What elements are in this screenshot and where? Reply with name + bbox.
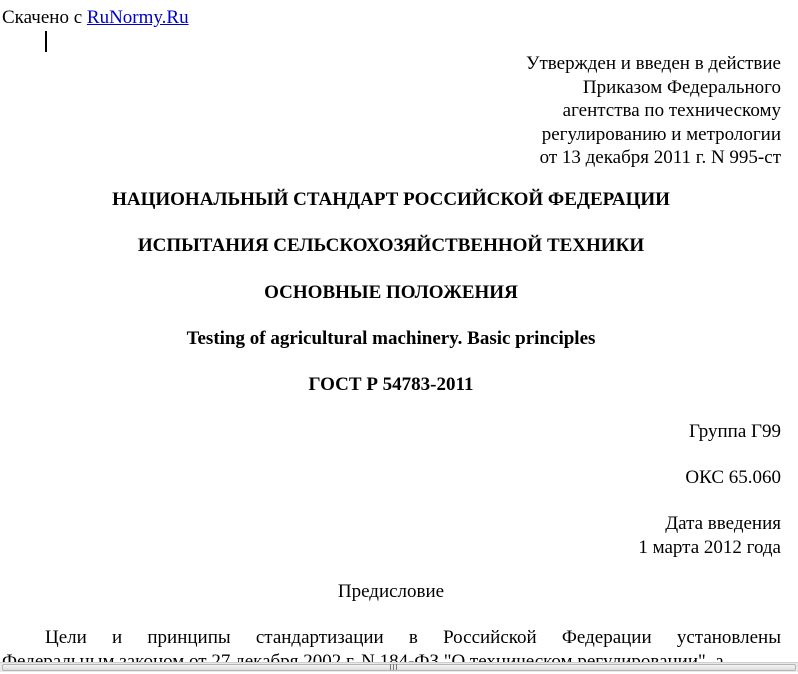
approval-line: регулированию и метрологии bbox=[541, 123, 781, 145]
approval-block bbox=[526, 52, 781, 170]
approval-line: от 13 декабря 2011 г. N 995-ст bbox=[539, 147, 781, 168]
foreword-paragraph-line-1: Цели и принципы стандартизации в Российской Федерации установлены bbox=[45, 627, 781, 648]
approval-line: агентства по техническому bbox=[562, 100, 781, 121]
introduction-date-label: Дата введения bbox=[665, 513, 781, 534]
grip-icon bbox=[390, 664, 399, 670]
group-code: Группа Г99 bbox=[688, 421, 781, 442]
oks-code: ОКС 65.060 bbox=[685, 467, 781, 488]
introduction-date-block bbox=[638, 512, 781, 560]
text-cursor bbox=[45, 31, 47, 52]
foreword-paragraph-line-2 bbox=[2, 650, 782, 660]
national-standard-heading: НАЦИОНАЛЬНЫЙ СТАНДАРТ РОССИЙСКОЙ ФЕДЕРАЦИИ bbox=[112, 189, 670, 210]
scrollbar-thumb[interactable] bbox=[2, 664, 796, 671]
document-title: ИСПЫТАНИЯ СЕЛЬСКОХОЗЯЙСТВЕННОЙ ТЕХНИКИ bbox=[137, 235, 645, 256]
horizontal-scrollbar[interactable] bbox=[0, 662, 798, 672]
source-link[interactable]: RuNormy.Ru bbox=[86, 7, 189, 28]
introduction-date-value: 1 марта 2012 года bbox=[638, 537, 781, 558]
gost-number: ГОСТ Р 54783-2011 bbox=[308, 374, 474, 395]
approval-line: Приказом Федерального bbox=[582, 76, 781, 98]
english-title: Testing of agricultural machinery. Basic principles bbox=[186, 328, 596, 349]
approval-line: Утвержден и введен в действие bbox=[526, 53, 781, 74]
source-line bbox=[2, 7, 189, 29]
document-subtitle: ОСНОВНЫЕ ПОЛОЖЕНИЯ bbox=[264, 282, 518, 303]
foreword-title: Предисловие bbox=[337, 581, 445, 602]
source-prefix: Скачено с bbox=[2, 7, 87, 28]
